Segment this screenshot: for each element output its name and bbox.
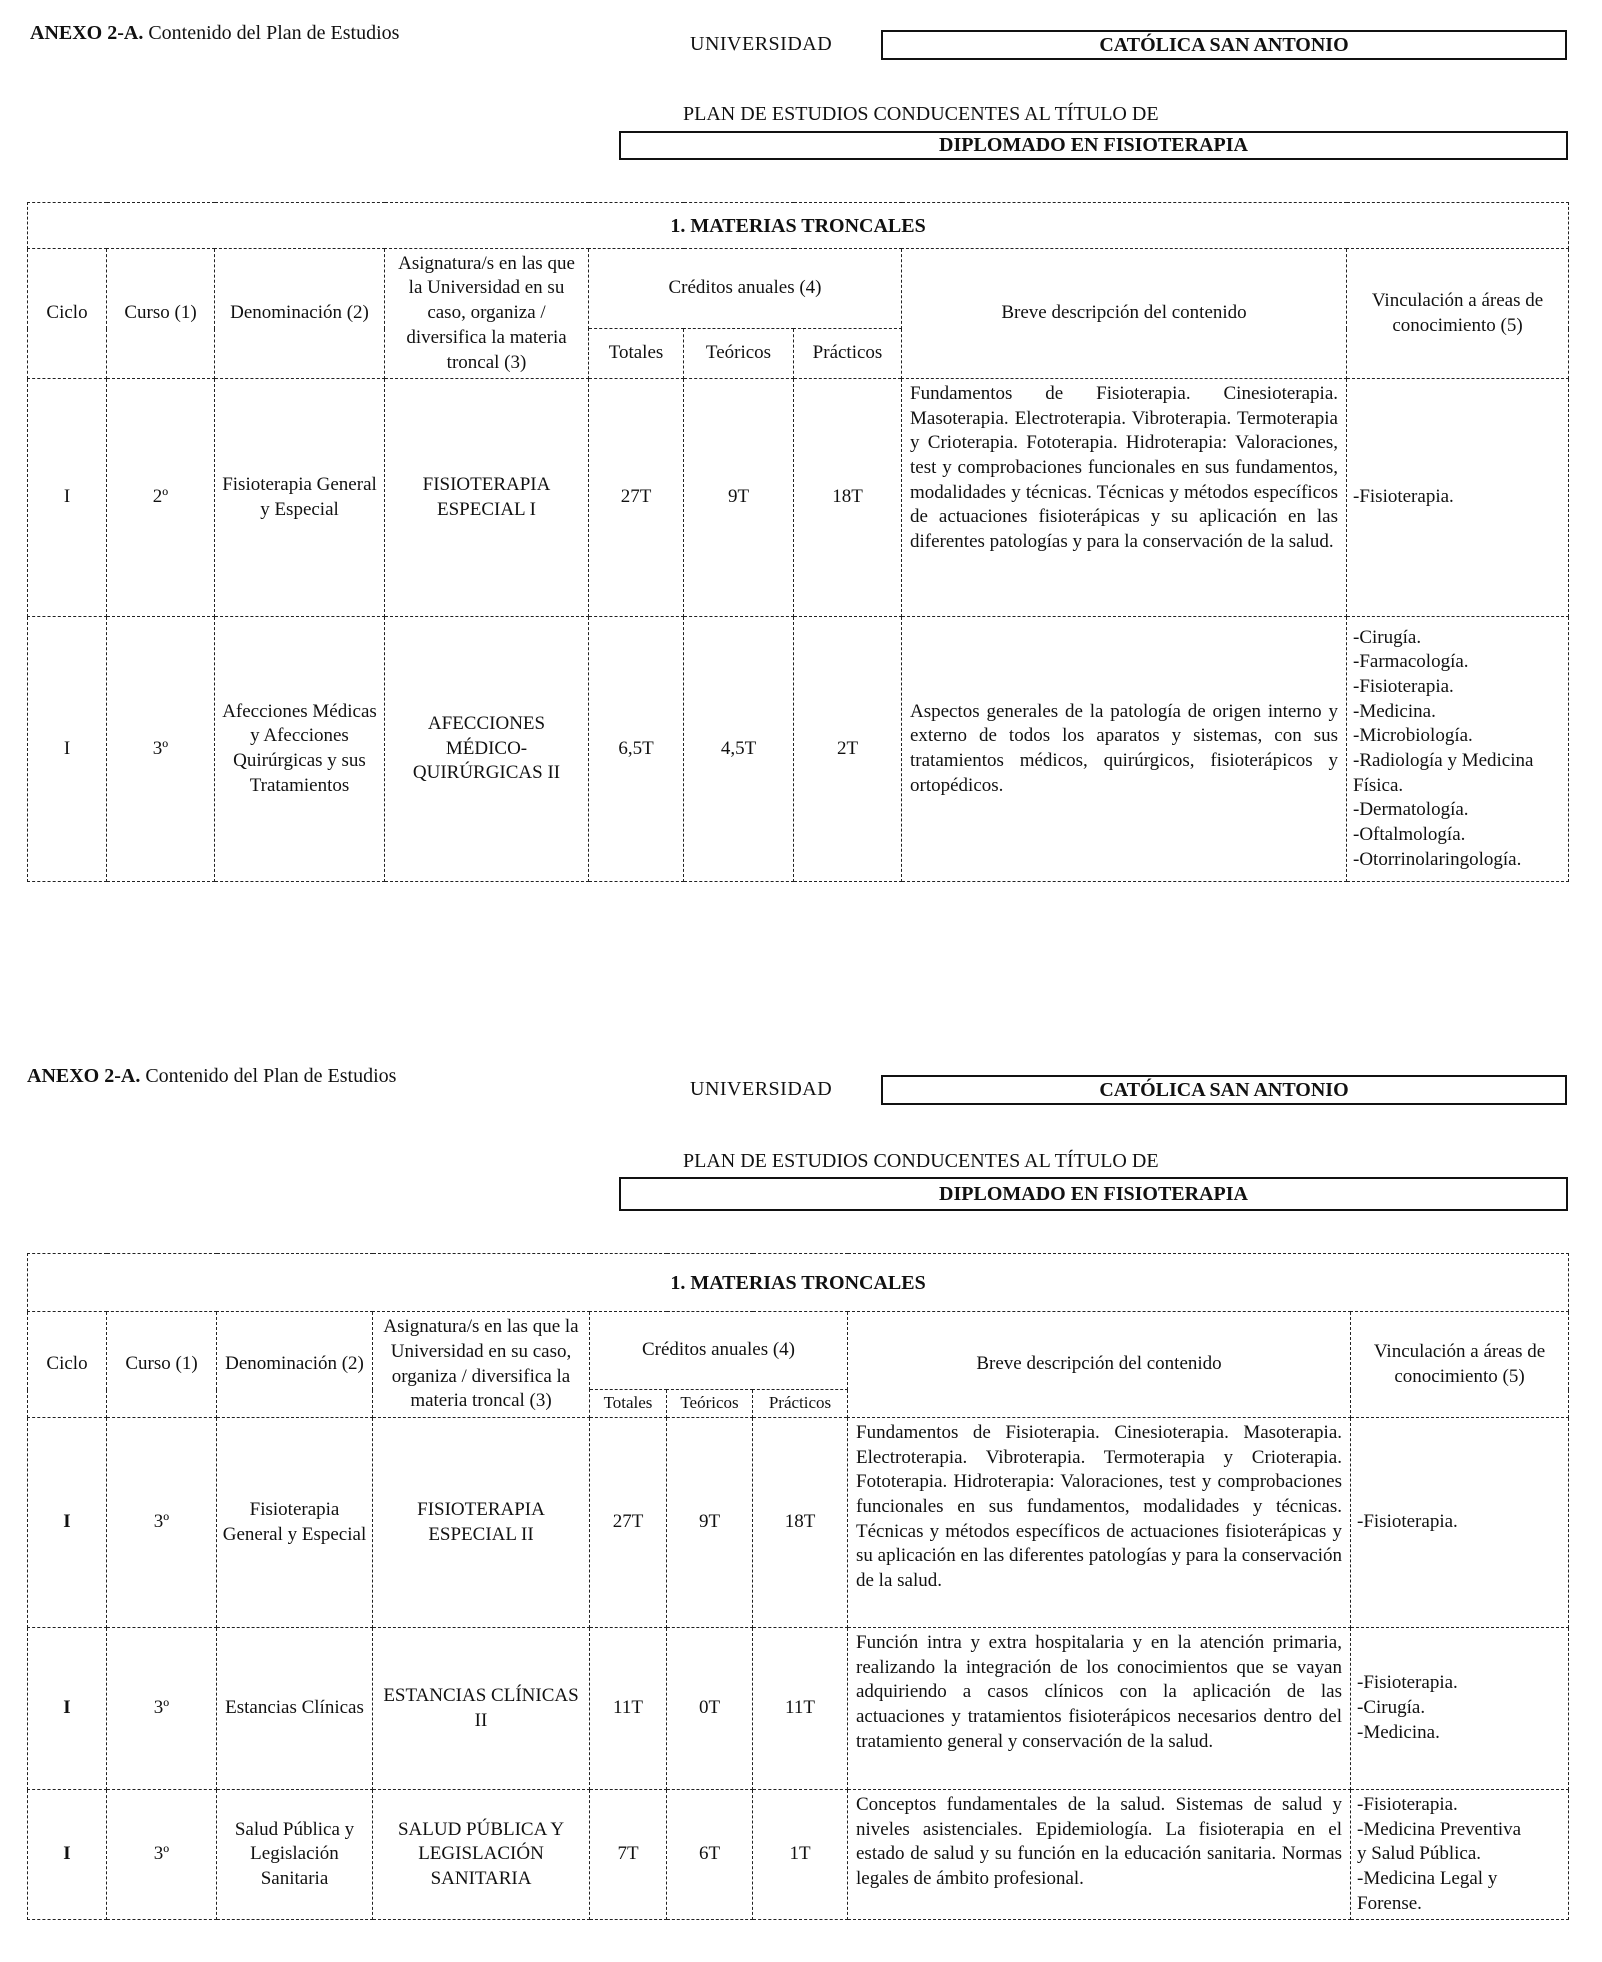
area-item: y Salud Pública. bbox=[1357, 1843, 1482, 1865]
header-ciclo: Ciclo bbox=[28, 249, 107, 379]
cell-asignatura: ESTANCIAS CLÍNICAS II bbox=[373, 1628, 590, 1790]
table-title: 1. MATERIAS TRONCALES bbox=[28, 203, 1569, 249]
header-totales: Totales bbox=[589, 329, 684, 379]
cell-curso: 3º bbox=[107, 1790, 217, 1920]
area-item: -Medicina. bbox=[1353, 700, 1436, 722]
area-item: -Cirugía. bbox=[1353, 626, 1422, 648]
header-ciclo: Ciclo bbox=[28, 1312, 107, 1418]
cell-ciclo: I bbox=[28, 1418, 107, 1628]
cell-ciclo: I bbox=[28, 617, 107, 882]
header-descripcion: Breve descripción del contenido bbox=[848, 1312, 1351, 1418]
cell-practicos: 18T bbox=[753, 1418, 848, 1628]
header-denominacion: Denominación (2) bbox=[215, 249, 385, 379]
header-vinculacion: Vinculación a áreas de conocimiento (5) bbox=[1347, 249, 1569, 379]
header-descripcion: Breve descripción del contenido bbox=[902, 249, 1347, 379]
area-item: -Oftalmología. bbox=[1353, 824, 1466, 846]
cell-practicos: 18T bbox=[794, 379, 902, 617]
cell-asignatura: AFECCIONES MÉDICO-QUIRÚRGICAS II bbox=[385, 617, 589, 882]
cell-teoricos: 9T bbox=[684, 379, 794, 617]
cell-denominacion: Fisioterapia General y Especial bbox=[215, 379, 385, 617]
cell-totales: 6,5T bbox=[589, 617, 684, 882]
cell-practicos: 1T bbox=[753, 1790, 848, 1920]
area-item: -Fisioterapia. bbox=[1353, 675, 1454, 697]
table-row bbox=[28, 1790, 1569, 1920]
cell-totales: 7T bbox=[590, 1790, 667, 1920]
cell-denominacion: Estancias Clínicas bbox=[217, 1628, 373, 1790]
header-curso: Curso (1) bbox=[107, 1312, 217, 1418]
annex-label: ANEXO 2-A. bbox=[27, 1065, 141, 1087]
cell-asignatura: FISIOTERAPIA ESPECIAL I bbox=[385, 379, 589, 617]
area-item: -Otorrinolaringología. bbox=[1353, 848, 1522, 870]
annex-heading bbox=[27, 1065, 396, 1088]
header-practicos: Prácticos bbox=[753, 1390, 848, 1418]
header-asignatura: Asignatura/s en las que la Universidad en su caso, organiza / diversifica la materia troncal (3) bbox=[373, 1312, 590, 1418]
cell-teoricos: 4,5T bbox=[684, 617, 794, 882]
area-item: -Medicina Preventiva bbox=[1357, 1818, 1522, 1840]
area-item: Física. bbox=[1353, 774, 1404, 796]
cell-teoricos: 6T bbox=[667, 1790, 753, 1920]
cell-totales: 27T bbox=[589, 379, 684, 617]
cell-curso: 3º bbox=[107, 617, 215, 882]
header-teoricos: Teóricos bbox=[667, 1390, 753, 1418]
cell-totales: 27T bbox=[590, 1418, 667, 1628]
annex-label: ANEXO 2-A. bbox=[30, 22, 144, 44]
cell-descripcion: Fundamentos de Fisioterapia. Cinesioterapia. Masoterapia. Electroterapia. Vibroterapia. Termoterapia y Crioterapia. Fototerapia. Hidroterapia: Valoraciones, test y comprobaciones funcionales en sus fundamentos, modalidades y técnicas. Técnicas y métodos específicos de actuaciones fisioterápicas y su aplicación en las diferentes patologías y para la conservación de la salud. bbox=[848, 1418, 1351, 1628]
cell-curso: 3º bbox=[107, 1628, 217, 1790]
cell-vinculacion bbox=[1351, 1790, 1569, 1920]
annex-heading bbox=[30, 22, 399, 45]
cell-curso: 2º bbox=[107, 379, 215, 617]
header-curso: Curso (1) bbox=[107, 249, 215, 379]
degree-title-box: DIPLOMADO EN FISIOTERAPIA bbox=[619, 1177, 1568, 1211]
area-item: -Microbiología. bbox=[1353, 725, 1473, 747]
header-denominacion: Denominación (2) bbox=[217, 1312, 373, 1418]
area-item: Forense. bbox=[1357, 1892, 1422, 1914]
cell-denominacion: Salud Pública y Legislación Sanitaria bbox=[217, 1790, 373, 1920]
university-label: UNIVERSIDAD bbox=[690, 33, 833, 55]
header-vinculacion: Vinculación a áreas de conocimiento (5) bbox=[1351, 1312, 1569, 1418]
area-item: -Cirugía. bbox=[1357, 1697, 1426, 1719]
plan-label: PLAN DE ESTUDIOS CONDUCENTES AL TÍTULO DE bbox=[683, 103, 1159, 125]
cell-totales: 11T bbox=[590, 1628, 667, 1790]
cell-asignatura: FISIOTERAPIA ESPECIAL II bbox=[373, 1418, 590, 1628]
table-row bbox=[28, 379, 1569, 617]
header-practicos: Prácticos bbox=[794, 329, 902, 379]
area-item: -Dermatología. bbox=[1353, 799, 1469, 821]
cell-vinculacion bbox=[1347, 617, 1569, 882]
area-item: -Medicina. bbox=[1357, 1721, 1440, 1743]
cell-practicos: 11T bbox=[753, 1628, 848, 1790]
cell-descripcion: Conceptos fundamentales de la salud. Sistemas de salud y niveles asistenciales. Epidemiología. La fisioterapia en el estado de salud y su función en la educación sanitaria. Normas legales de ámbito profesional. bbox=[848, 1790, 1351, 1920]
cell-teoricos: 0T bbox=[667, 1628, 753, 1790]
degree-title-box: DIPLOMADO EN FISIOTERAPIA bbox=[619, 131, 1568, 160]
subjects-table bbox=[27, 202, 1569, 882]
area-item: -Fisioterapia. bbox=[1353, 486, 1454, 508]
cell-practicos: 2T bbox=[794, 617, 902, 882]
cell-descripcion: Fundamentos de Fisioterapia. Cinesioterapia. Masoterapia. Electroterapia. Vibroterapia. Termoterapia y Crioterapia. Fototerapia. Hidroterapia: Valoraciones, test y comprobaciones funcionales en sus fundamentos, modalidades y técnicas. Técnicas y métodos específicos de actuaciones fisioterápicas y su aplicación en las diferentes patologías y para la conservación de la salud. bbox=[902, 379, 1347, 617]
header-creditos: Créditos anuales (4) bbox=[590, 1312, 848, 1390]
table-row bbox=[28, 1418, 1569, 1628]
cell-asignatura: SALUD PÚBLICA Y LEGISLACIÓN SANITARIA bbox=[373, 1790, 590, 1920]
area-item: -Radiología y Medicina bbox=[1353, 750, 1534, 771]
area-item: -Medicina Legal y bbox=[1357, 1868, 1498, 1890]
header-asignatura: Asignatura/s en las que la Universidad en su caso, organiza / diversifica la materia troncal (3) bbox=[385, 249, 589, 379]
area-item: -Fisioterapia. bbox=[1357, 1672, 1458, 1694]
cell-ciclo: I bbox=[28, 1628, 107, 1790]
annex-text: Contenido del Plan de Estudios bbox=[140, 1065, 397, 1087]
cell-vinculacion bbox=[1351, 1628, 1569, 1790]
university-name-box: CATÓLICA SAN ANTONIO bbox=[881, 1075, 1567, 1105]
cell-ciclo: I bbox=[28, 1790, 107, 1920]
cell-descripcion: Aspectos generales de la patología de origen interno y externo de todos los aparatos y sistemas, con sus tratamientos médicos, quirúrgicos, fisioterápicos y ortopédicos. bbox=[902, 617, 1347, 882]
header-creditos: Créditos anuales (4) bbox=[589, 249, 902, 329]
area-item: -Fisioterapia. bbox=[1357, 1794, 1458, 1815]
university-label: UNIVERSIDAD bbox=[690, 1078, 833, 1100]
header-teoricos: Teóricos bbox=[684, 329, 794, 379]
cell-ciclo: I bbox=[28, 379, 107, 617]
area-item: -Fisioterapia. bbox=[1357, 1511, 1458, 1533]
table-title: 1. MATERIAS TRONCALES bbox=[28, 1254, 1569, 1312]
plan-label: PLAN DE ESTUDIOS CONDUCENTES AL TÍTULO DE bbox=[683, 1150, 1159, 1172]
table-row bbox=[28, 617, 1569, 882]
cell-curso: 3º bbox=[107, 1418, 217, 1628]
cell-denominacion: Afecciones Médicas y Afecciones Quirúrgicas y sus Tratamientos bbox=[215, 617, 385, 882]
header-totales: Totales bbox=[590, 1390, 667, 1418]
cell-vinculacion bbox=[1347, 379, 1569, 617]
university-name-box: CATÓLICA SAN ANTONIO bbox=[881, 30, 1567, 60]
cell-vinculacion bbox=[1351, 1418, 1569, 1628]
cell-descripcion: Función intra y extra hospitalaria y en la atención primaria, realizando la integración de los conocimientos que se vayan adquiriendo a casos clínicos con la aplicación de las actuaciones y tratamientos fisioterápicos necesarios dentro del tratamiento general y conservación de la salud. bbox=[848, 1628, 1351, 1790]
subjects-table bbox=[27, 1253, 1569, 1920]
cell-denominacion: Fisioterapia General y Especial bbox=[217, 1418, 373, 1628]
area-item: -Farmacología. bbox=[1353, 651, 1469, 673]
table-row bbox=[28, 1628, 1569, 1790]
annex-text: Contenido del Plan de Estudios bbox=[143, 22, 400, 44]
cell-teoricos: 9T bbox=[667, 1418, 753, 1628]
